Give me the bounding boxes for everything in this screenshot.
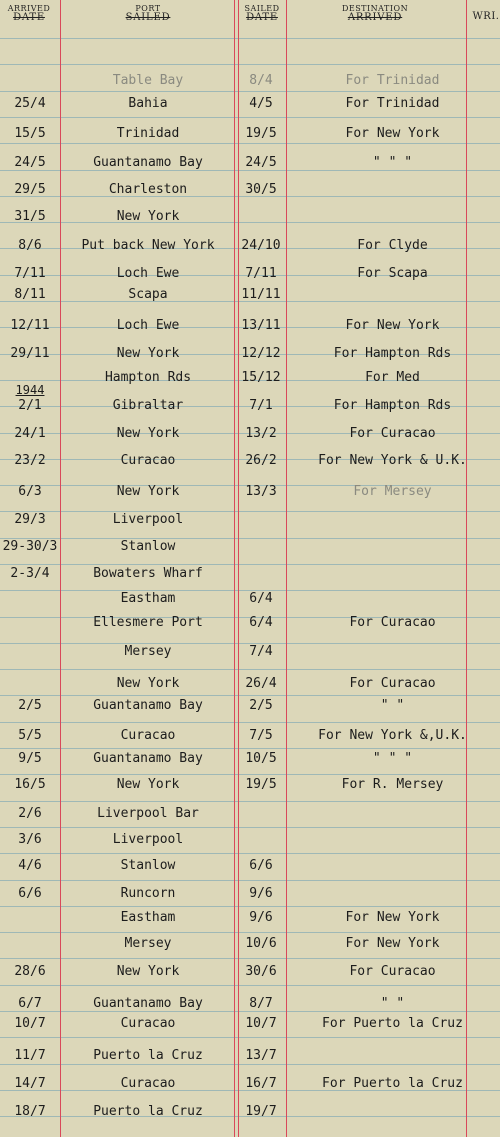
port-name: Curacao	[120, 728, 176, 743]
ledger-row	[0, 728, 500, 744]
port-name: Mersey	[124, 936, 172, 951]
arrived-date: 24/5	[14, 155, 46, 170]
arrived-date: 2-3/4	[10, 566, 50, 581]
ledger-row	[0, 910, 500, 926]
ledger-row	[0, 484, 500, 500]
header-wri: WRI.	[472, 11, 500, 22]
port-name: Put back New York	[81, 238, 215, 253]
port-name: Curacao	[120, 453, 176, 468]
sailed-date: 9/6	[249, 886, 273, 901]
arrived-date: 28/6	[14, 964, 46, 979]
ruled-line	[0, 827, 500, 828]
destination: For New York &,U.K.	[318, 728, 467, 743]
ruled-line	[0, 38, 500, 39]
ledger-row	[0, 644, 500, 660]
sailed-date: 6/6	[249, 858, 273, 873]
ledger-row	[0, 426, 500, 442]
ruled-line	[0, 1037, 500, 1038]
destination: For Mersey	[353, 484, 432, 499]
destination: For Curacao	[349, 426, 436, 441]
port-name: Table Bay	[112, 73, 184, 88]
port-name: Liverpool	[112, 832, 184, 847]
ledger-row	[0, 1076, 500, 1092]
ledger-row	[0, 858, 500, 874]
arrived-date: 29/3	[14, 512, 46, 527]
ledger-row	[0, 73, 500, 89]
ledger-row	[0, 398, 500, 414]
ruled-line	[0, 143, 500, 144]
arrived-date: 31/5	[14, 209, 46, 224]
port-name: Scapa	[128, 287, 168, 302]
ruled-line	[0, 695, 500, 696]
port-name: Guantanamo Bay	[93, 751, 203, 766]
sailed-date: 10/6	[245, 936, 277, 951]
destination: For Puerto la Cruz	[322, 1016, 463, 1031]
port-name: Gibraltar	[112, 398, 184, 413]
port-name: Puerto la Cruz	[93, 1048, 203, 1063]
ledger-row	[0, 182, 500, 198]
arrived-date: 5/5	[18, 728, 42, 743]
port-name: Ellesmere Port	[93, 615, 203, 630]
destination: For Curacao	[349, 676, 436, 691]
port-name: Eastham	[120, 910, 176, 925]
arrived-date: 15/5	[14, 126, 46, 141]
sailed-date: 6/4	[249, 615, 273, 630]
ledger-row	[0, 155, 500, 171]
sailed-date: 7/4	[249, 644, 273, 659]
port-name: Loch Ewe	[116, 266, 180, 281]
ruled-line	[0, 117, 500, 118]
sailed-date: 2/5	[249, 698, 273, 713]
sailed-date: 19/5	[245, 126, 277, 141]
port-name: Loch Ewe	[116, 318, 180, 333]
arrived-date: 25/4	[14, 96, 46, 111]
arrived-date: 18/7	[14, 1104, 46, 1119]
sailed-date: 13/2	[245, 426, 277, 441]
sailed-date: 13/7	[245, 1048, 277, 1063]
sailed-date: 30/6	[245, 964, 277, 979]
ruled-line	[0, 564, 500, 565]
ledger-row	[0, 370, 500, 386]
sailed-date: 16/7	[245, 1076, 277, 1091]
destination: " " "	[372, 155, 413, 170]
ledger-row	[0, 539, 500, 555]
sailed-date: 15/12	[241, 370, 281, 385]
port-name: Runcorn	[120, 886, 176, 901]
port-name: Guantanamo Bay	[93, 155, 203, 170]
port-name: New York	[116, 484, 180, 499]
arrived-date: 6/7	[18, 996, 42, 1011]
sailed-date: 7/5	[249, 728, 273, 743]
port-name: New York	[116, 964, 180, 979]
ledger-row	[0, 209, 500, 225]
sailed-date: 6/4	[249, 591, 273, 606]
arrived-date: 11/7	[14, 1048, 46, 1063]
ledger-row	[0, 676, 500, 692]
destination: For R. Mersey	[341, 777, 444, 792]
sailed-date: 7/11	[245, 266, 277, 281]
destination: For Curacao	[349, 615, 436, 630]
port-name: Trinidad	[116, 126, 180, 141]
ruled-line	[0, 774, 500, 775]
ledger-row	[0, 266, 500, 282]
ledger-row	[0, 832, 500, 848]
ledger-row	[0, 287, 500, 303]
ruled-line	[0, 1064, 500, 1065]
destination: For Trinidad	[345, 96, 440, 111]
arrived-date: 29/5	[14, 182, 46, 197]
ledger-row	[0, 806, 500, 822]
sailed-date: 13/11	[241, 318, 281, 333]
arrived-date: 9/5	[18, 751, 42, 766]
sailed-date: 13/3	[245, 484, 277, 499]
ledger-row	[0, 1016, 500, 1032]
arrived-date: 2/1	[18, 398, 42, 413]
arrived-date: 29/11	[10, 346, 50, 361]
destination: " "	[380, 996, 405, 1011]
ruled-line	[0, 985, 500, 986]
ledger-row	[0, 1104, 500, 1120]
destination: " "	[380, 698, 405, 713]
sailed-date: 11/11	[241, 287, 281, 302]
arrived-date: 29-30/3	[2, 539, 58, 554]
port-name: Curacao	[120, 1076, 176, 1091]
ledger-row	[0, 346, 500, 362]
port-name: Puerto la Cruz	[93, 1104, 203, 1119]
sailed-date: 24/10	[241, 238, 281, 253]
arrived-date: 12/11	[10, 318, 50, 333]
ruled-line	[0, 853, 500, 854]
port-name: Bahia	[128, 96, 168, 111]
port-name: Hampton Rds	[104, 370, 192, 385]
ledger-row	[0, 566, 500, 582]
ledger-row	[0, 512, 500, 528]
destination: For New York	[345, 126, 440, 141]
port-name: Eastham	[120, 591, 176, 606]
ruled-line	[0, 932, 500, 933]
ledger-row	[0, 751, 500, 767]
destination: For Curacao	[349, 964, 436, 979]
sailed-date: 8/7	[249, 996, 273, 1011]
destination: For Med	[365, 370, 420, 385]
ledger-row	[0, 591, 500, 607]
header-destination-arrived: DESTINATION ARRIVED	[341, 4, 409, 23]
ledger-row	[0, 698, 500, 714]
port-name: Guantanamo Bay	[93, 698, 203, 713]
arrived-date: 6/6	[18, 886, 42, 901]
arrived-date: 14/7	[14, 1076, 46, 1091]
ledger-row	[0, 1048, 500, 1064]
arrived-date: 7/11	[14, 266, 46, 281]
sailed-date: 9/6	[249, 910, 273, 925]
port-name: Liverpool Bar	[97, 806, 199, 821]
arrived-date: 8/6	[18, 238, 42, 253]
arrived-date: 6/3	[18, 484, 42, 499]
port-name: New York	[116, 209, 180, 224]
arrived-date: 23/2	[14, 453, 46, 468]
sailed-date: 19/5	[245, 777, 277, 792]
port-name: Charleston	[108, 182, 188, 197]
ledger-row	[0, 615, 500, 631]
ledger-row	[0, 96, 500, 112]
arrived-date: 8/11	[14, 287, 46, 302]
port-name: New York	[116, 676, 180, 691]
sailed-date: 4/5	[249, 96, 273, 111]
ruled-line	[0, 722, 500, 723]
header-arrived-date: ARRIVED DATE	[7, 4, 51, 23]
arrived-date: 24/1	[14, 426, 46, 441]
header-sailed-date: SAILED DATE	[244, 4, 280, 23]
ledger-row	[0, 318, 500, 334]
arrived-date: 2/5	[18, 698, 42, 713]
arrived-date: 2/6	[18, 806, 42, 821]
destination: For New York	[345, 910, 440, 925]
sailed-date: 12/12	[241, 346, 281, 361]
sailed-date: 10/5	[245, 751, 277, 766]
ledger-row	[0, 964, 500, 980]
sailed-date: 26/2	[245, 453, 277, 468]
destination: For Trinidad	[345, 73, 440, 88]
ledger-row	[0, 453, 500, 469]
port-name: Liverpool	[112, 512, 184, 527]
port-name: New York	[116, 777, 180, 792]
destination: " " "	[372, 751, 413, 766]
destination: For Hampton Rds	[333, 346, 452, 361]
sailed-date: 19/7	[245, 1104, 277, 1119]
sailed-date: 30/5	[245, 182, 277, 197]
ruled-line	[0, 91, 500, 92]
arrived-date: 3/6	[18, 832, 42, 847]
ledger-row	[0, 777, 500, 793]
port-name: New York	[116, 346, 180, 361]
destination: For Puerto la Cruz	[322, 1076, 463, 1091]
destination: For Clyde	[357, 238, 428, 253]
destination: For Hampton Rds	[333, 398, 452, 413]
port-name: Mersey	[124, 644, 172, 659]
sailed-date: 10/7	[245, 1016, 277, 1031]
sailed-date: 26/4	[245, 676, 277, 691]
port-name: Stanlow	[120, 539, 176, 554]
ruled-line	[0, 669, 500, 670]
port-name: Bowaters Wharf	[93, 566, 203, 581]
port-name: Stanlow	[120, 858, 176, 873]
ruled-line	[0, 906, 500, 907]
ruled-line	[0, 748, 500, 749]
sailed-date: 24/5	[245, 155, 277, 170]
destination: For New York	[345, 318, 440, 333]
arrived-date: 4/6	[18, 858, 42, 873]
port-name: Curacao	[120, 1016, 176, 1031]
sailed-date: 8/4	[249, 73, 273, 88]
ledger-row	[0, 936, 500, 952]
ledger-row	[0, 126, 500, 142]
sailed-date: 7/1	[249, 398, 273, 413]
ruled-line	[0, 880, 500, 881]
header-port-sailed: PORT SAILED	[125, 4, 171, 23]
ruled-line	[0, 958, 500, 959]
destination: For Scapa	[357, 266, 428, 281]
arrived-date: 16/5	[14, 777, 46, 792]
ledger-row	[0, 886, 500, 902]
port-name: Guantanamo Bay	[93, 996, 203, 1011]
ledger-row	[0, 238, 500, 254]
port-name: New York	[116, 426, 180, 441]
ruled-line	[0, 64, 500, 65]
ledger-row	[0, 996, 500, 1012]
arrived-date: 10/7	[14, 1016, 46, 1031]
destination: For New York	[345, 936, 440, 951]
ruled-line	[0, 801, 500, 802]
destination: For New York & U.K.	[318, 453, 467, 468]
year-marker: 1944	[15, 383, 45, 397]
